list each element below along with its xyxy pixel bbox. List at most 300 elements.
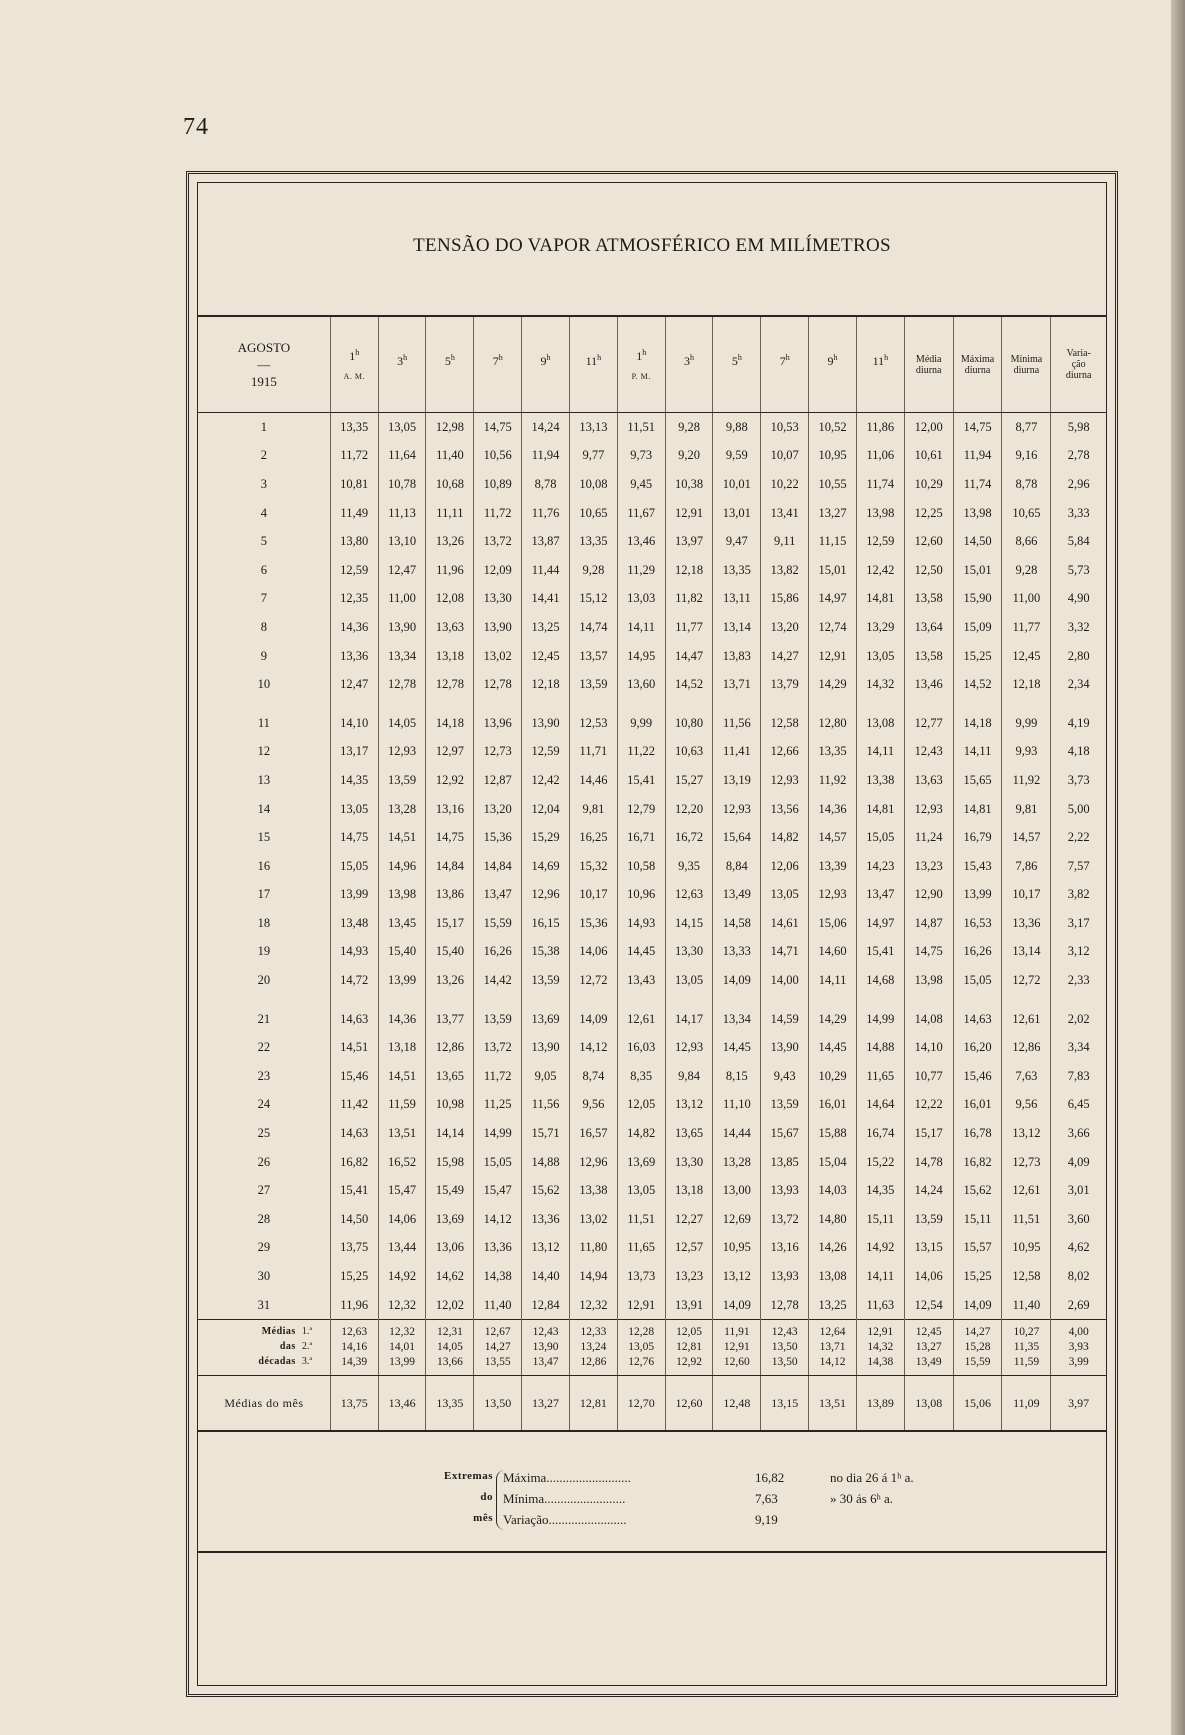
value-cell: 14,18	[426, 709, 474, 738]
header-media-diurna: Média diurna	[904, 317, 953, 413]
value-cell: 10,55	[809, 470, 857, 499]
value-cell: 14,10	[904, 1033, 953, 1062]
table-row	[198, 527, 1106, 556]
value-cell: 14,58	[713, 909, 761, 938]
value-cell: 13,63	[426, 613, 474, 642]
value-cell: 14,93	[617, 909, 665, 938]
value-cell: 13,27	[904, 1339, 953, 1354]
table-row	[198, 442, 1106, 471]
value-cell: 13,35	[569, 527, 617, 556]
value-cell: 11,65	[617, 1234, 665, 1263]
table-row	[198, 909, 1106, 938]
table-row	[198, 670, 1106, 699]
table-row	[198, 738, 1106, 767]
value-cell: 14,68	[856, 966, 904, 995]
table-row	[198, 1148, 1106, 1177]
book-spine-edge	[1171, 0, 1185, 1735]
value-cell: 12,93	[378, 738, 426, 767]
value-cell: 13,93	[761, 1176, 809, 1205]
value-cell: 15,36	[474, 823, 522, 852]
value-cell: 8,84	[713, 852, 761, 881]
value-cell: 13,35	[330, 413, 378, 442]
value-cell: 13,73	[617, 1262, 665, 1291]
value-cell: 11,80	[569, 1234, 617, 1263]
value-cell: 3,99	[1051, 1354, 1106, 1376]
value-cell: 13,35	[809, 738, 857, 767]
value-cell: 10,95	[809, 442, 857, 471]
value-cell: 12,96	[569, 1148, 617, 1177]
value-cell: 14,57	[809, 823, 857, 852]
value-cell: 12,81	[665, 1339, 713, 1354]
header-hour-8	[713, 317, 761, 413]
value-cell: 14,06	[378, 1205, 426, 1234]
value-cell: 12,78	[474, 670, 522, 699]
value-cell: 10,58	[617, 852, 665, 881]
value-cell: 12,02	[426, 1291, 474, 1320]
table-frame	[186, 171, 1118, 1697]
value-cell: 11,72	[474, 499, 522, 528]
value-cell: 13,02	[474, 642, 522, 671]
value-cell: 13,47	[856, 881, 904, 910]
value-cell: 3,60	[1051, 1205, 1106, 1234]
value-cell: 15,59	[953, 1354, 1002, 1376]
value-cell: 3,17	[1051, 909, 1106, 938]
day-cell: 2	[260, 448, 268, 463]
value-cell: 12,45	[1002, 642, 1051, 671]
value-cell: 10,29	[904, 470, 953, 499]
value-cell: 13,12	[713, 1262, 761, 1291]
value-cell: 13,18	[378, 1033, 426, 1062]
value-cell: 16,78	[953, 1119, 1002, 1148]
extremas-item-detail: » 30 ás 6ʰ a.	[830, 1491, 894, 1506]
value-cell: 11,40	[1002, 1291, 1051, 1320]
value-cell: 14,36	[809, 795, 857, 824]
value-cell: 10,29	[809, 1062, 857, 1091]
value-cell: 14,41	[522, 585, 570, 614]
gap-cell	[713, 995, 761, 1005]
table-body	[198, 413, 1106, 1432]
value-cell: 10,96	[617, 881, 665, 910]
value-cell: 13,11	[713, 585, 761, 614]
value-cell: 13,69	[522, 1005, 570, 1034]
value-cell: 13,89	[856, 1376, 904, 1432]
value-cell: 13,64	[904, 613, 953, 642]
header-hour-6	[617, 317, 665, 413]
value-cell: 13,00	[713, 1176, 761, 1205]
value-cell: 9,88	[713, 413, 761, 442]
value-cell: 12,78	[426, 670, 474, 699]
value-cell: 12,31	[426, 1320, 474, 1340]
value-cell: 3,33	[1051, 499, 1106, 528]
value-cell: 9,45	[617, 470, 665, 499]
gap-cell	[569, 699, 617, 709]
value-cell: 13,46	[378, 1376, 426, 1432]
value-cell: 12,91	[713, 1339, 761, 1354]
value-cell: 13,47	[474, 881, 522, 910]
value-cell: 9,28	[1002, 556, 1051, 585]
value-cell: 13,39	[809, 852, 857, 881]
value-cell: 12,90	[904, 881, 953, 910]
value-cell: 11,74	[953, 470, 1002, 499]
gap-cell	[474, 699, 522, 709]
value-cell: 13,08	[856, 709, 904, 738]
value-cell: 12,72	[1002, 966, 1051, 995]
header-hour-3	[474, 317, 522, 413]
value-cell: 13,58	[904, 585, 953, 614]
decade-label-cell	[198, 1339, 330, 1354]
header-hour-label: 11$^h$	[585, 352, 602, 368]
day-cell: 19	[257, 944, 271, 959]
value-cell: 3,32	[1051, 613, 1106, 642]
value-cell: 11,76	[522, 499, 570, 528]
table-row	[198, 1205, 1106, 1234]
value-cell: 15,86	[761, 585, 809, 614]
value-cell: 3,93	[1051, 1339, 1106, 1354]
value-cell: 12,79	[617, 795, 665, 824]
day-cell: 18	[257, 915, 271, 930]
value-cell: 11,72	[330, 442, 378, 471]
day-cell: 22	[257, 1040, 271, 1055]
value-cell: 13,25	[809, 1291, 857, 1320]
value-cell: 5,73	[1051, 556, 1106, 585]
value-cell: 10,80	[665, 709, 713, 738]
table-row	[198, 852, 1106, 881]
value-cell: 15,65	[953, 766, 1002, 795]
value-cell: 13,19	[713, 766, 761, 795]
medias-das-decadas-label: décadas	[258, 1356, 296, 1368]
value-cell: 11,40	[474, 1291, 522, 1320]
value-cell: 13,99	[953, 881, 1002, 910]
value-cell: 14,84	[474, 852, 522, 881]
value-cell: 14,17	[665, 1005, 713, 1034]
value-cell: 13,38	[569, 1176, 617, 1205]
value-cell: 13,57	[569, 642, 617, 671]
extremas-item-name: Mínima.........................	[503, 1491, 626, 1506]
table-inner	[197, 182, 1107, 1686]
value-cell: 14,99	[856, 1005, 904, 1034]
header-year: 1915	[250, 374, 277, 389]
value-cell: 14,24	[904, 1176, 953, 1205]
value-cell: 13,60	[617, 670, 665, 699]
gap-cell	[474, 995, 522, 1005]
value-cell: 13,72	[474, 1033, 522, 1062]
value-cell: 13,56	[761, 795, 809, 824]
table-row	[198, 938, 1106, 967]
value-cell: 13,87	[522, 527, 570, 556]
value-cell: 10,53	[761, 413, 809, 442]
value-cell: 13,55	[474, 1354, 522, 1376]
value-cell: 14,00	[761, 966, 809, 995]
value-cell: 13,51	[809, 1376, 857, 1432]
extremas-item-value: 7,63	[755, 1491, 778, 1506]
value-cell: 14,09	[713, 1291, 761, 1320]
value-cell: 3,82	[1051, 881, 1106, 910]
value-cell: 14,74	[569, 613, 617, 642]
gap-cell	[378, 995, 426, 1005]
value-cell: 14,69	[522, 852, 570, 881]
value-cell: 13,02	[569, 1205, 617, 1234]
value-cell: 14,62	[426, 1262, 474, 1291]
value-cell: 14,45	[713, 1033, 761, 1062]
value-cell: 13,15	[761, 1376, 809, 1432]
value-cell: 13,43	[617, 966, 665, 995]
value-cell: 12,91	[809, 642, 857, 671]
value-cell: 14,16	[330, 1339, 378, 1354]
value-cell: 2,96	[1051, 470, 1106, 499]
value-cell: 14,38	[474, 1262, 522, 1291]
extremas-do-mes	[198, 1467, 1106, 1557]
value-cell: 13,05	[856, 642, 904, 671]
value-cell: 9,56	[1002, 1091, 1051, 1120]
value-cell: 14,35	[856, 1176, 904, 1205]
value-cell: 14,32	[856, 1339, 904, 1354]
table-row	[198, 1119, 1106, 1148]
value-cell: 14,51	[378, 823, 426, 852]
value-cell: 11,82	[665, 585, 713, 614]
value-cell: 15,47	[474, 1176, 522, 1205]
value-cell: 15,43	[953, 852, 1002, 881]
gap-cell	[809, 699, 857, 709]
value-cell: 13,17	[330, 738, 378, 767]
gap-cell	[713, 699, 761, 709]
value-cell: 14,71	[761, 938, 809, 967]
value-cell: 14,52	[953, 670, 1002, 699]
value-cell: 15,09	[953, 613, 1002, 642]
table-row	[198, 1091, 1106, 1120]
value-cell: 12,80	[809, 709, 857, 738]
value-cell: 10,65	[1002, 499, 1051, 528]
extremas-item-name: Máxima..........................	[503, 1470, 631, 1485]
value-cell: 15,49	[426, 1176, 474, 1205]
value-cell: 16,20	[953, 1033, 1002, 1062]
value-cell: 13,75	[330, 1234, 378, 1263]
value-cell: 13,05	[378, 413, 426, 442]
value-cell: 14,87	[904, 909, 953, 938]
value-cell: 13,50	[474, 1376, 522, 1432]
header-hour-label: 3$^h$	[397, 352, 408, 368]
value-cell: 13,18	[665, 1176, 713, 1205]
value-cell: 14,75	[904, 938, 953, 967]
value-cell: 12,76	[617, 1354, 665, 1376]
header-row	[198, 317, 1106, 413]
header-hour-7	[665, 317, 713, 413]
value-cell: 14,38	[856, 1354, 904, 1376]
value-cell: 16,03	[617, 1033, 665, 1062]
value-cell: 4,18	[1051, 738, 1106, 767]
value-cell: 10,22	[761, 470, 809, 499]
day-cell: 14	[257, 801, 271, 816]
table-row	[198, 613, 1106, 642]
value-cell: 14,92	[856, 1234, 904, 1263]
value-cell: 13,72	[474, 527, 522, 556]
value-cell: 12,08	[426, 585, 474, 614]
value-cell: 12,59	[856, 527, 904, 556]
value-cell: 15,12	[569, 585, 617, 614]
value-cell: 14,18	[953, 709, 1002, 738]
value-cell: 10,95	[1002, 1234, 1051, 1263]
value-cell: 13,59	[474, 1005, 522, 1034]
value-cell: 14,09	[713, 966, 761, 995]
value-cell: 15,11	[856, 1205, 904, 1234]
value-cell: 16,01	[809, 1091, 857, 1120]
value-cell: 13,45	[378, 909, 426, 938]
value-cell: 13,38	[856, 766, 904, 795]
extremas-item-name: Variação........................	[503, 1512, 627, 1527]
table-title: TENSÃO DO VAPOR ATMOSFÉRICO EM MILÍMETROS	[413, 235, 891, 256]
value-cell: 12,61	[617, 1005, 665, 1034]
value-cell: 13,08	[809, 1262, 857, 1291]
value-cell: 11,96	[330, 1291, 378, 1320]
page-number: 74	[183, 114, 209, 140]
day-cell: 8	[260, 619, 268, 634]
value-cell: 13,23	[904, 852, 953, 881]
header-month: AGOSTO	[237, 340, 291, 355]
value-cell: 15,05	[856, 823, 904, 852]
gap-cell	[617, 995, 665, 1005]
decade-average-row	[198, 1320, 1106, 1340]
value-cell: 13,23	[665, 1262, 713, 1291]
day-cell: 1	[260, 419, 268, 434]
value-cell: 13,08	[904, 1376, 953, 1432]
value-cell: 13,85	[761, 1148, 809, 1177]
value-cell: 13,58	[904, 642, 953, 671]
value-cell: 11,72	[474, 1062, 522, 1091]
value-cell: 15,01	[953, 556, 1002, 585]
value-cell: 15,90	[953, 585, 1002, 614]
value-cell: 13,59	[522, 966, 570, 995]
value-cell: 12,05	[665, 1320, 713, 1340]
value-cell: 2,34	[1051, 670, 1106, 699]
value-cell: 3,01	[1051, 1176, 1106, 1205]
value-cell: 15,36	[569, 909, 617, 938]
value-cell: 12,69	[713, 1205, 761, 1234]
table-row	[198, 470, 1106, 499]
value-cell: 12,96	[522, 881, 570, 910]
value-cell: 6,45	[1051, 1091, 1106, 1120]
header-hour-label: 7$^h$	[492, 352, 503, 368]
value-cell: 13,15	[904, 1234, 953, 1263]
value-cell: 14,57	[1002, 823, 1051, 852]
value-cell: 13,06	[426, 1234, 474, 1263]
day-cell: 7	[260, 591, 268, 606]
value-cell: 15,41	[330, 1176, 378, 1205]
value-cell: 13,69	[426, 1205, 474, 1234]
value-cell: 15,71	[522, 1119, 570, 1148]
value-cell: 14,93	[330, 938, 378, 967]
day-cell: 9	[260, 648, 268, 663]
value-cell: 13,46	[617, 527, 665, 556]
value-cell: 16,82	[953, 1148, 1002, 1177]
value-cell: 14,09	[569, 1005, 617, 1034]
value-cell: 13,33	[713, 938, 761, 967]
value-cell: 12,81	[569, 1376, 617, 1432]
value-cell: 14,39	[330, 1354, 378, 1376]
value-cell: 13,30	[474, 585, 522, 614]
value-cell: 11,06	[856, 442, 904, 471]
value-cell: 5,84	[1051, 527, 1106, 556]
value-cell: 10,17	[1002, 881, 1051, 910]
value-cell: 12,48	[713, 1376, 761, 1432]
value-cell: 15,17	[904, 1119, 953, 1148]
value-cell: 13,82	[761, 556, 809, 585]
value-cell: 13,36	[330, 642, 378, 671]
value-cell: 13,27	[809, 499, 857, 528]
value-cell: 2,80	[1051, 642, 1106, 671]
value-cell: 9,59	[713, 442, 761, 471]
value-cell: 13,71	[809, 1339, 857, 1354]
value-cell: 12,18	[665, 556, 713, 585]
value-cell: 14,88	[522, 1148, 570, 1177]
table-row	[198, 881, 1106, 910]
gap-cell	[904, 995, 953, 1005]
value-cell: 13,69	[617, 1148, 665, 1177]
gap-cell	[665, 995, 713, 1005]
value-cell: 13,48	[330, 909, 378, 938]
value-cell: 10,89	[474, 470, 522, 499]
medias-das-decadas-label: das	[279, 1341, 296, 1353]
value-cell: 11,51	[617, 1205, 665, 1234]
value-cell: 13,83	[713, 642, 761, 671]
day-cell: 24	[257, 1097, 271, 1112]
value-cell: 9,47	[713, 527, 761, 556]
header-agosto	[198, 317, 330, 413]
value-cell: 13,16	[761, 1234, 809, 1263]
gap-cell	[522, 699, 570, 709]
value-cell: 15,05	[474, 1148, 522, 1177]
value-cell: 15,32	[569, 852, 617, 881]
value-cell: 13,79	[761, 670, 809, 699]
value-cell: 2,33	[1051, 966, 1106, 995]
value-cell: 15,57	[953, 1234, 1002, 1263]
value-cell: 14,11	[809, 966, 857, 995]
value-cell: 12,93	[665, 1033, 713, 1062]
value-cell: 12,78	[761, 1291, 809, 1320]
value-cell: 9,77	[569, 442, 617, 471]
medias-do-mes-label: Médias do mês	[198, 1376, 330, 1432]
value-cell: 14,95	[617, 642, 665, 671]
value-cell: 11,35	[1002, 1339, 1051, 1354]
value-cell: 11,15	[809, 527, 857, 556]
value-cell: 16,26	[474, 938, 522, 967]
value-cell: 12,43	[522, 1320, 570, 1340]
value-cell: 12,91	[665, 499, 713, 528]
value-cell: 11,25	[474, 1091, 522, 1120]
gap-cell	[522, 995, 570, 1005]
value-cell: 14,35	[330, 766, 378, 795]
value-cell: 7,83	[1051, 1062, 1106, 1091]
value-cell: 11,91	[713, 1320, 761, 1340]
value-cell: 12,61	[1002, 1176, 1051, 1205]
day-cell: 29	[257, 1240, 271, 1255]
value-cell: 14,59	[761, 1005, 809, 1034]
value-cell: 14,12	[569, 1033, 617, 1062]
value-cell: 13,50	[761, 1354, 809, 1376]
value-cell: 8,74	[569, 1062, 617, 1091]
day-cell: 26	[257, 1154, 271, 1169]
value-cell: 12,57	[665, 1234, 713, 1263]
value-cell: 13,30	[665, 1148, 713, 1177]
value-cell: 16,01	[953, 1091, 1002, 1120]
value-cell: 12,45	[522, 642, 570, 671]
value-cell: 12,77	[904, 709, 953, 738]
value-cell: 15,46	[330, 1062, 378, 1091]
value-cell: 15,06	[953, 1376, 1002, 1432]
table-row	[198, 1176, 1106, 1205]
table-row	[198, 1291, 1106, 1320]
value-cell: 9,99	[617, 709, 665, 738]
value-cell: 14,45	[809, 1033, 857, 1062]
value-cell: 13,27	[522, 1376, 570, 1432]
